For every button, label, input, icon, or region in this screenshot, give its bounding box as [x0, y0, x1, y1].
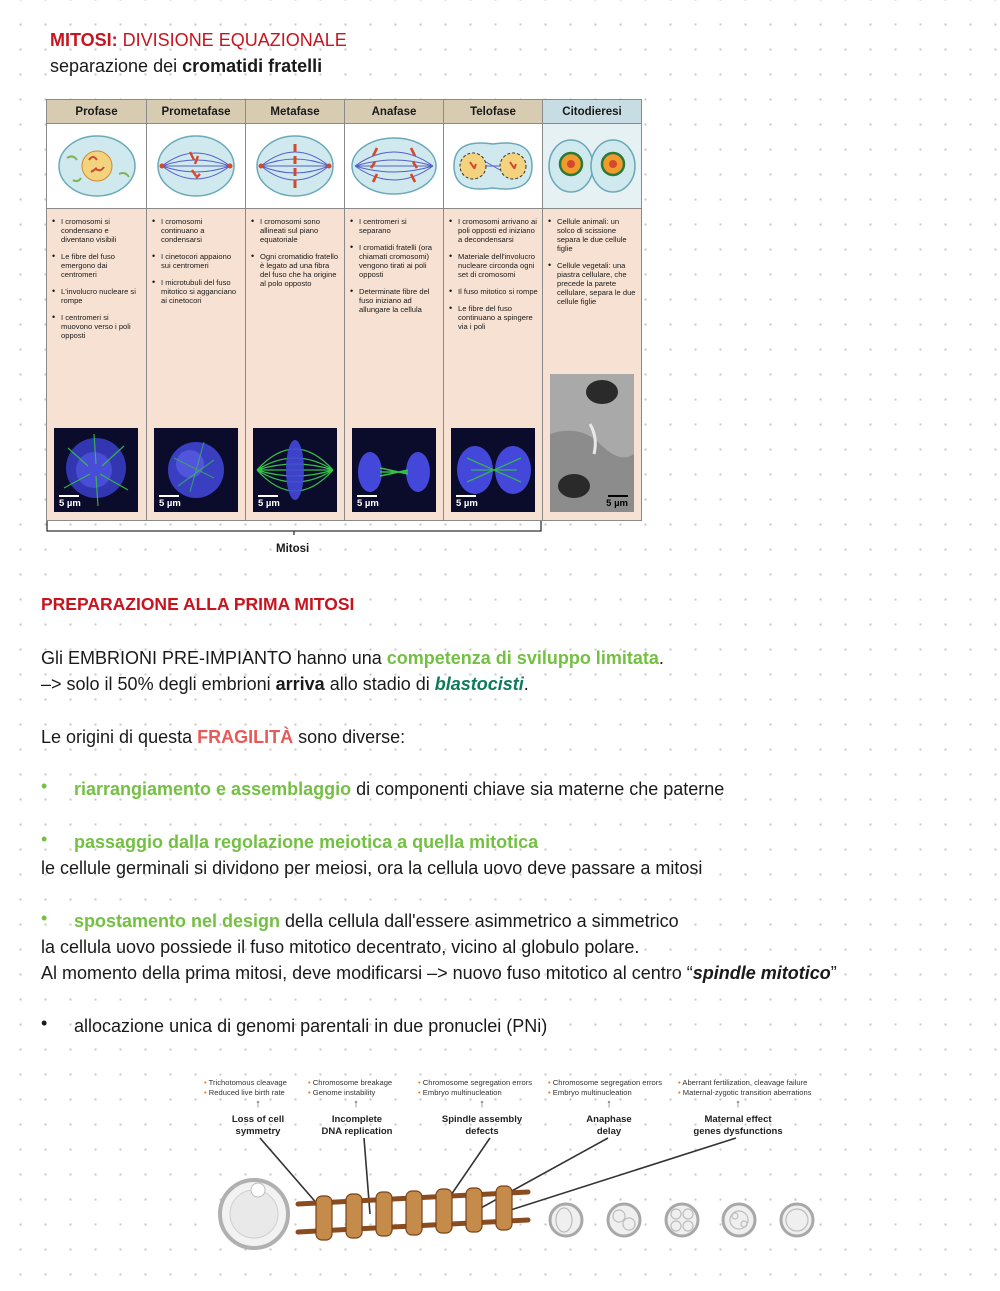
effect: Aberrant fertilization, cleavage failure	[682, 1078, 808, 1087]
bullet-item: • Ogni cromatidio fratello è legato ad una fibra del fuso che ha origine al polo opposto	[260, 252, 340, 288]
scale-bar: 5 µm	[456, 498, 478, 509]
label-line: delay	[596, 1125, 622, 1137]
micrograph	[451, 428, 535, 512]
anaphase-cell-illustration	[349, 130, 439, 202]
text: allo stadio di	[324, 674, 435, 694]
effect: Genome instability	[312, 1087, 376, 1097]
phase-header: Metafase	[246, 100, 344, 124]
arrow-icon: ↑	[353, 1098, 359, 1110]
dot: •	[308, 1087, 311, 1097]
bullet-item: • Materiale dell'involucro nucleare circonda ogni set di cromosomi	[458, 252, 538, 279]
bullet-item: • I centromeri si muovono verso i poli opposti	[61, 313, 142, 340]
effects-list	[678, 1078, 812, 1097]
phase-bullets	[47, 217, 146, 340]
text: ”	[830, 963, 837, 983]
phase-bullets	[543, 217, 641, 306]
highlight: FRAGILITÀ	[197, 727, 294, 747]
micrograph	[352, 428, 436, 512]
effects-list	[204, 1078, 287, 1097]
electron-micrograph	[550, 374, 634, 512]
paragraph-1	[41, 645, 664, 671]
cell-drawing	[444, 124, 542, 209]
metaphase-cell-illustration	[251, 130, 339, 202]
telophase-cell-illustration	[448, 130, 538, 202]
effects-list	[308, 1078, 392, 1097]
bullet-2	[74, 829, 538, 855]
label-line: defects	[465, 1125, 499, 1137]
fragility-figure	[198, 1074, 824, 1264]
effect: Chromosome segregation errors	[552, 1078, 663, 1087]
effect: Chromosome segregation errors	[422, 1078, 533, 1087]
label-line: symmetry	[235, 1125, 281, 1137]
bullet-item: • Cellule animali: un solco di scissione separa le due cellule figlie	[557, 217, 637, 253]
arrow-icon: ↑	[479, 1098, 485, 1110]
highlight: passaggio dalla regolazione meiotica a quella mitotica	[74, 832, 539, 852]
subtitle-bold: cromatidi fratelli	[182, 56, 323, 76]
text: Al momento della prima mitosi, deve modificarsi –> nuovo fuso mitotico al centro “	[41, 963, 693, 983]
bullet-3-detail-2	[41, 960, 837, 986]
phase-bullets	[444, 217, 542, 331]
bullet-marker: •	[41, 829, 48, 849]
bold-text: arriva	[275, 674, 325, 694]
bullet-item: • I cromosomi arrivano ai poli opposti ed iniziano a decondensarsi	[458, 217, 538, 244]
arrow-icon: ↑	[735, 1098, 741, 1110]
label-line: Anaphase	[586, 1114, 632, 1125]
bullet-item: • I centromeri si separano	[359, 217, 439, 235]
phase-column-anafase	[345, 100, 444, 520]
page-subtitle	[50, 56, 322, 77]
effect: Maternal-zygotic transition aberrations	[682, 1087, 812, 1097]
bullet-item: • I cinetocori appaiono sui centromeri	[161, 252, 241, 270]
mitosis-label: Mitosi	[276, 543, 310, 555]
micrograph	[54, 428, 138, 512]
phase-column-citodieresi	[543, 100, 641, 520]
scale-bar: 5 µm	[606, 498, 628, 509]
effect: Trichotomous cleavage	[208, 1078, 287, 1087]
page-title	[50, 30, 347, 51]
cell-drawing	[345, 124, 443, 209]
bullet-marker: •	[41, 1013, 48, 1033]
dot: •	[678, 1078, 681, 1087]
dot: •	[418, 1078, 421, 1087]
bullet-4: allocazione unica di genomi parentali in due pronuclei (PNi)	[74, 1016, 548, 1036]
highlight: riarrangiamento e assemblaggio	[74, 779, 352, 799]
bullet-1	[74, 776, 724, 802]
bullet-item: • Determinate fibre del fuso iniziano ad allungare la cellula	[359, 287, 439, 314]
text: –> solo il 50% degli embrioni	[41, 674, 276, 694]
highlight: competenza di sviluppo limitata	[386, 648, 659, 668]
bullet-item: • I cromosomi continuano a condensarsi	[161, 217, 241, 244]
cell-drawing	[147, 124, 245, 209]
phase-bullets	[246, 217, 344, 288]
label-line: Incomplete	[331, 1114, 383, 1125]
dot: •	[548, 1078, 551, 1087]
label-line: genes dysfunctions	[693, 1125, 783, 1137]
bullet-item: • Le fibre del fuso emergono dai centromeri	[61, 252, 142, 279]
phase-header: Profase	[47, 100, 146, 124]
text: Gli EMBRIONI PRE-IMPIANTO hanno una	[41, 648, 387, 668]
mitosis-bracket	[46, 521, 542, 535]
bullet-3	[74, 908, 679, 934]
phase-column-telofase	[444, 100, 543, 520]
micrograph	[154, 428, 238, 512]
highlight: blastocisti	[434, 674, 524, 694]
embryo-bridge-illustration	[198, 1134, 824, 1264]
bullet-3-detail-1: la cellula uovo possiede il fuso mitotico decentrato, vicino al globulo polare.	[41, 937, 640, 957]
bullet-item: • Le fibre del fuso continuano a spingere via i poli	[458, 304, 538, 331]
dot: •	[418, 1087, 421, 1097]
title-rest: DIVISIONE EQUAZIONALE	[117, 30, 347, 50]
scale-bar: 5 µm	[59, 498, 81, 509]
bullet-item: • I microtubuli del fuso mitotico si agganciano ai cinetocori	[161, 278, 241, 305]
dot: •	[204, 1078, 207, 1087]
dot: •	[548, 1087, 551, 1097]
cell-drawing	[543, 124, 641, 209]
phase-column-profase	[47, 100, 147, 520]
arrow-icon: ↑	[606, 1098, 612, 1110]
paragraph-3	[41, 724, 405, 750]
subtitle-pre: separazione dei	[50, 56, 183, 76]
text: di componenti chiave sia materne che paterne	[351, 779, 725, 799]
effects-list	[418, 1078, 532, 1097]
bullet-item: • I cromatidi fratelli (ora chiamati cromosomi) vengono tirati ai poli opposti	[359, 243, 439, 279]
label-line: DNA replication	[321, 1125, 393, 1137]
label-line: Loss of cell	[231, 1114, 285, 1125]
arrow-icon: ↑	[255, 1098, 261, 1110]
bullet-item: • Cellule vegetali: una piastra cellulare, che precede la parete cellulare, separa le due cellule figlie	[557, 261, 637, 306]
phase-header: Anafase	[345, 100, 443, 124]
highlight: spostamento nel design	[74, 911, 281, 931]
dot: •	[678, 1087, 681, 1097]
effect: Chromosome breakage	[312, 1078, 393, 1087]
effect: Embryo multinucleation	[552, 1087, 632, 1097]
phase-bullets	[147, 217, 245, 305]
prometaphase-cell-illustration	[152, 130, 240, 202]
mitosis-figure	[46, 99, 642, 521]
phase-bullets	[345, 217, 443, 314]
label-line: Spindle assembly	[441, 1114, 523, 1125]
effect: Embryo multinucleation	[422, 1087, 502, 1097]
bullet-item: • I cromosomi si condensano e diventano visibili	[61, 217, 142, 244]
phase-header: Citodieresi	[543, 100, 641, 124]
phase-column-metafase	[246, 100, 345, 520]
text: della cellula dall'essere asimmetrico a simmetrico	[280, 911, 679, 931]
cytokinesis-cell-illustration	[547, 130, 637, 202]
effects-list	[548, 1078, 662, 1097]
label-line: Maternal effect	[704, 1114, 772, 1125]
bullet-marker: •	[41, 776, 48, 796]
section-heading: PREPARAZIONE ALLA PRIMA MITOSI	[41, 594, 355, 614]
bullet-2-detail: le cellule germinali si dividono per meiosi, ora la cellula uovo deve passare a mitosi	[41, 858, 703, 878]
title-bold: MITOSI:	[50, 30, 118, 50]
bullet-item: • Il fuso mitotico si rompe	[458, 287, 538, 296]
bullet-marker: •	[41, 908, 48, 928]
dot: •	[204, 1087, 207, 1097]
text: .	[658, 648, 664, 668]
phase-header: Prometafase	[147, 100, 245, 124]
bullet-item: • I cromosomi sono allineati sul piano equatoriale	[260, 217, 340, 244]
text: .	[523, 674, 529, 694]
scale-bar: 5 µm	[357, 498, 379, 509]
scale-bar: 5 µm	[258, 498, 280, 509]
effect: Reduced live birth rate	[208, 1087, 285, 1097]
prophase-cell-illustration	[53, 130, 141, 202]
bullet-item: • L'involucro nucleare si rompe	[61, 287, 142, 305]
cell-drawing	[246, 124, 344, 209]
text: sono diverse:	[293, 727, 406, 747]
phase-header: Telofase	[444, 100, 542, 124]
bold-italic-text: spindle mitotico	[692, 963, 831, 983]
cell-drawing	[47, 124, 146, 209]
scale-bar: 5 µm	[159, 498, 181, 509]
dot: •	[308, 1078, 311, 1087]
paragraph-2	[41, 671, 529, 697]
micrograph	[253, 428, 337, 512]
text: Le origini di questa	[41, 727, 198, 747]
phase-column-prometafase	[147, 100, 246, 520]
